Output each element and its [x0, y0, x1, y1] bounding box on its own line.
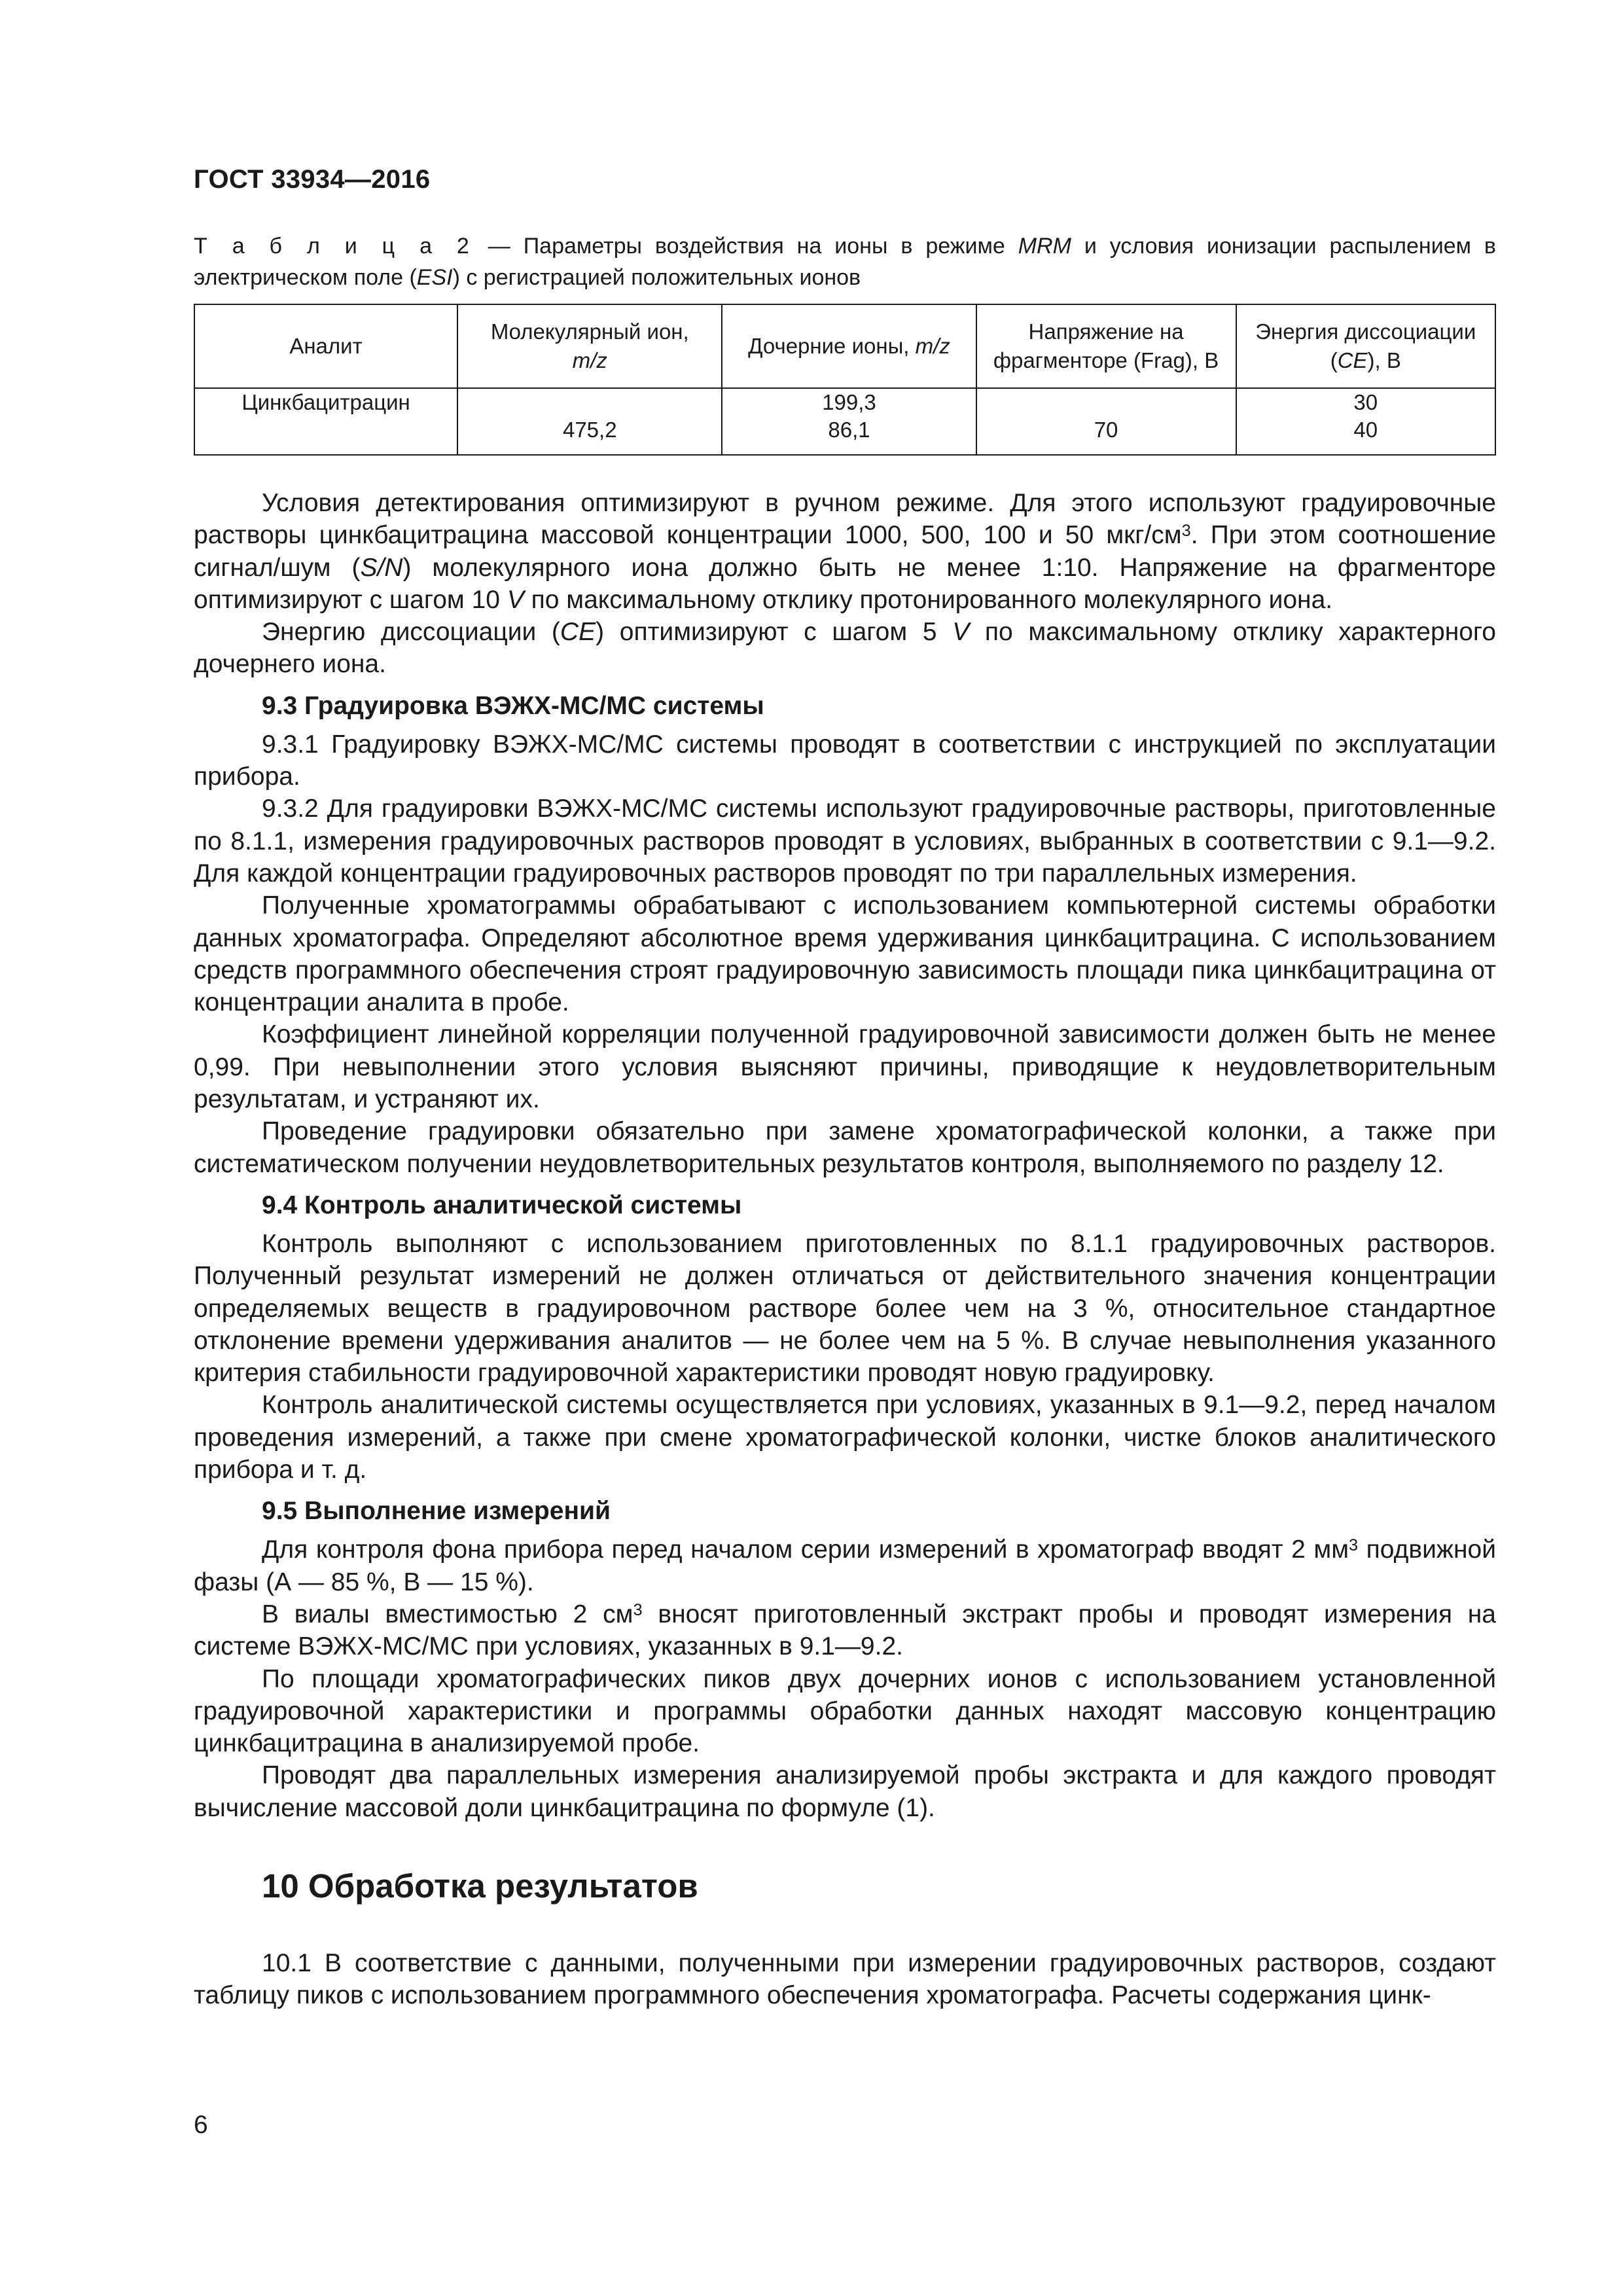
- header-molecular-ion: Молекулярный ион, m/z: [457, 304, 722, 388]
- paragraph-control-conditions: Контроль аналитической системы осуществляется при условиях, указанных в 9.1—9.2, перед началом проведения измерений, а также при смене хроматографической колонки, чистке блоков аналитического прибора и т. д.: [194, 1391, 1496, 1484]
- document-code: ГОСТ 33934—2016: [194, 165, 431, 194]
- paragraph-10-1: 10.1 В соответствие с данными, полученными при измерении градуировочных растворов, создают таблицу пиков с использованием программного обеспечения хроматографа. Расчеты содержания цинк-: [194, 1948, 1496, 2010]
- table-row: [194, 388, 1495, 455]
- section-heading-9-4: 9.4 Контроль аналитической системы: [262, 1191, 742, 1219]
- table-caption: Т а б л и ц а 2 — Параметры воздействия на ионы в режиме MRM и условия ионизации распылением в электрическом поле (ESI) с регистрацией положительных ионов: [194, 234, 1496, 290]
- header-daughter-ions: Дочерние ионы, m/z: [722, 304, 976, 388]
- paragraph-calibration-required: Проведение градуировки обязательно при замене хроматографической колонки, а также при систематическом получении неудовлетворительных результатов контроля, выполняемого по разделу 12.: [194, 1117, 1496, 1178]
- header-analyte: Аналит: [194, 304, 457, 388]
- section-heading-9-3: 9.3 Градуировка ВЭЖХ-МС/МС системы: [262, 691, 764, 720]
- paragraph-dissociation-energy: Энергию диссоциации (CE) оптимизируют с шагом 5 V по максимальному отклику характерного дочернего иона.: [194, 618, 1496, 679]
- table-caption-label: Т а б л и ц а 2: [194, 234, 475, 259]
- document-body: [194, 487, 1496, 2012]
- paragraph-9-3-2: 9.3.2 Для градуировки ВЭЖХ-МС/МС системы используют градуировочные растворы, приготовленные по 8.1.1, измерения градуировочных растворов проводят в условиях, выбранных в соответствии с 9.1—9.2. Для каждой концентрации градуировочных растворов проводят по три параллельных измерения.: [194, 795, 1496, 888]
- paragraph-parallel-measurements: Проводят два параллельных измерения анализируемой пробы экстракта и для каждого проводят вычисление массовой доли цинкбацитрацина по формуле (1).: [194, 1761, 1496, 1822]
- page-number: 6: [194, 2111, 208, 2139]
- header-fragmentor-voltage: Напряжение на фрагменторе (Frag), В: [976, 304, 1236, 388]
- cell-energy: 30 40: [1236, 388, 1495, 455]
- paragraph-detection-conditions: Условия детектирования оптимизируют в ручном режиме. Для этого используют градуировочные растворы цинкбацитрацина массовой концентрации 1000, 500, 100 и 50 мкг/$см^3$. При этом соотношение сигнал/шум (S/N) молекулярного иона должно быть не менее 1:10. Напряжение на фрагменторе оптимизируют с шагом 10 V по максимальному отклику протонированного молекулярного иона.: [194, 489, 1497, 614]
- cell-analyte: Цинкбацитрацин: [194, 388, 457, 455]
- paragraph-peak-area: По площади хроматографических пиков двух дочерних ионов с использованием установленной градуировочной характеристики и программы обработки данных находят массовую концентрацию цинкбацитрацина в анализируемой пробе.: [194, 1664, 1496, 1758]
- section-heading-10: 10 Обработка результатов: [262, 1867, 698, 1905]
- paragraph-background-control: Для контроля фона прибора перед началом серии измерений в хроматограф вводят 2 $мм^3$ подвижной фазы (А — 85 %, В — 15 %).: [194, 1535, 1496, 1596]
- paragraph-control-performed: Контроль выполняют с использованием приготовленных по 8.1.1 градуировочных растворов. Полученный результат измерений не должен отличаться от действительного значения концентрации определяемых веществ в градуировочном растворе более чем на 3 %, относительное стандартное отклонение времени удерживания аналитов — не более чем на 5 %. В случае невыполнения указанного критерия стабильности градуировочной характеристики проводят новую градуировку.: [194, 1229, 1496, 1388]
- header-dissociation-energy: Энергия диссоциации (CE), В: [1236, 304, 1495, 388]
- paragraph-correlation: Коэффициент линейной корреляции полученной градуировочной зависимости должен быть не менее 0,99. При невыполнении этого условия выясняют причины, приводящие к неудовлетворительным результатам, и устраняют их.: [194, 1020, 1496, 1114]
- paragraph-chromatograms: Полученные хроматограммы обрабатывают с использованием компьютерной системы обработки данных хроматографа. Определяют абсолютное время удерживания цинкбацитрацина. С использованием средств программного обеспечения строят градуировочную зависимость площади пика цинкбацитрацина от концентрации аналита в пробе.: [194, 891, 1496, 1017]
- cell-fragmentor: 70: [976, 388, 1236, 455]
- paragraph-9-3-1: 9.3.1 Градуировку ВЭЖХ-МС/МС системы проводят в соответствии с инструкцией по эксплуатации прибора.: [194, 730, 1496, 791]
- section-heading-9-5: 9.5 Выполнение измерений: [262, 1497, 611, 1526]
- cell-daughter-ions: 199,3 86,1: [722, 388, 976, 455]
- cell-molecular-ion: 475,2: [457, 388, 722, 455]
- table-header-row: [194, 304, 1495, 388]
- parameters-table: [194, 304, 1496, 456]
- paragraph-vials: В виалы вместимостью 2 $см^3$ вносят приготовленный экстракт пробы и проводят измерения на системе ВЭЖХ-МС/МС при условиях, указанных в 9.1—9.2.: [194, 1600, 1496, 1661]
